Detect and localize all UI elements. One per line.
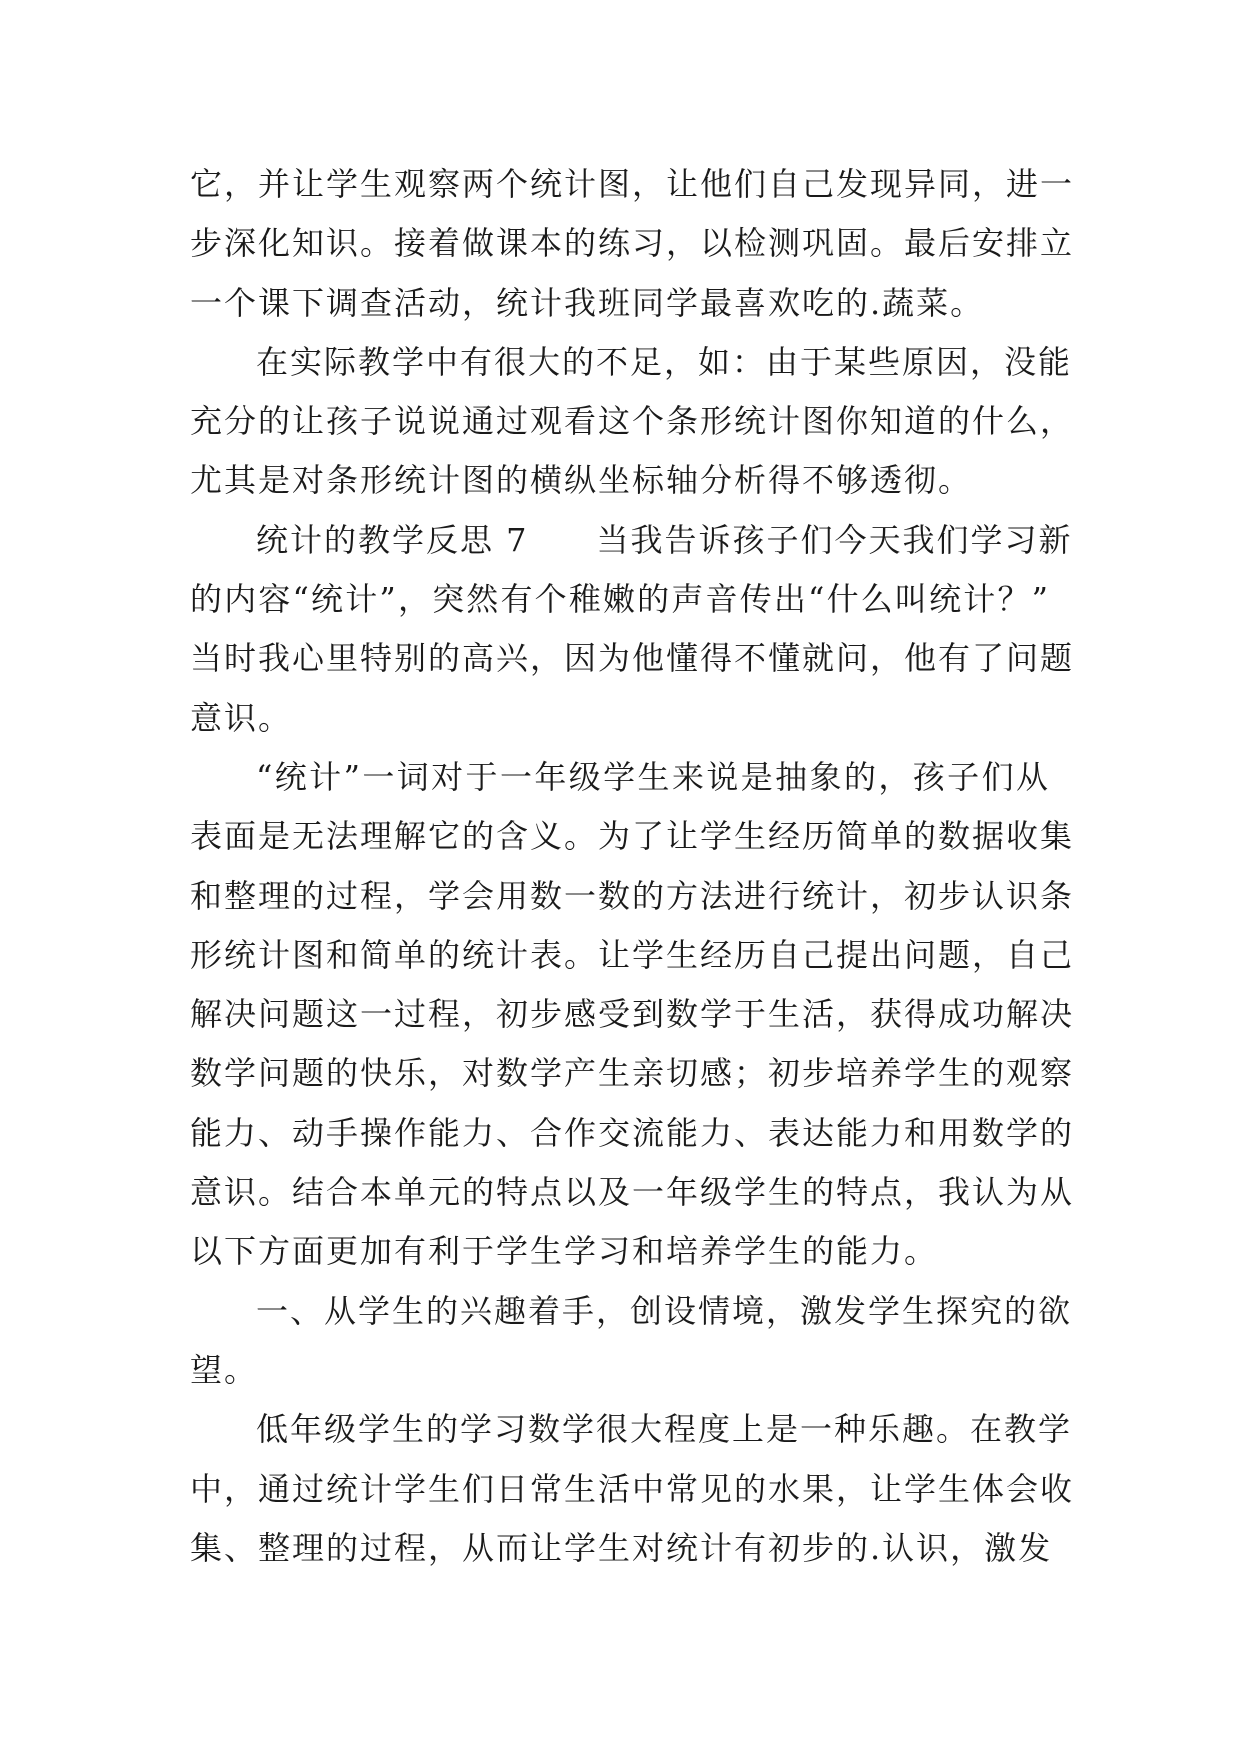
text-line: 充分的让孩子说说通过观看这个条形统计图你知道的什么， — [190, 402, 1075, 441]
text-line: 能力、动手操作能力、合作交流能力、表达能力和用数学的 — [190, 1113, 1075, 1152]
text-line: 在实际教学中有很大的不足，如：由于某些原因，没能 — [256, 342, 1073, 381]
text-line: 集、整理的过程，从而让学生对统计有初步的.认识，激发 — [190, 1528, 1053, 1567]
text-line: 意识。 — [190, 698, 293, 737]
text-line: 望。 — [190, 1350, 259, 1389]
text-line: 表面是无法理解它的含义。为了让学生经历简单的数据收集 — [190, 817, 1075, 856]
text-line: 的内容“统计”，突然有个稚嫩的声音传出“什么叫统计？” — [190, 580, 1050, 619]
text-line: 形统计图和简单的统计表。让学生经历自己提出问题，自己 — [190, 935, 1075, 974]
text-line: 和整理的过程，学会用数一数的方法进行统计，初步认识条 — [190, 876, 1075, 915]
text-line: 以下方面更加有利于学生学习和培养学生的能力。 — [190, 1232, 939, 1271]
text-line: 当时我心里特别的高兴，因为他懂得不懂就问，他有了问题 — [190, 639, 1075, 678]
text-line: “统计”一词对于一年级学生来说是抽象的，孩子们从 — [256, 757, 1050, 796]
text-line: 一、从学生的兴趣着手，创设情境，激发学生探究的欲 — [256, 1291, 1073, 1330]
text-line: 它，并让学生观察两个统计图，让他们自己发现异同，进一 — [190, 165, 1075, 203]
text-line: 一个课下调查活动，统计我班同学最喜欢吃的.蔬菜。 — [190, 283, 985, 322]
text-line: 中，通过统计学生们日常生活中常见的水果，让学生体会收 — [190, 1469, 1075, 1508]
text-line: 步深化知识。接着做课本的练习，以检测巩固。最后安排立 — [190, 224, 1075, 263]
text-line: 统计的教学反思 7 当我告诉孩子们今天我们学习新 — [256, 520, 1073, 559]
text-line: 意识。结合本单元的特点以及一年级学生的特点，我认为从 — [190, 1173, 1075, 1212]
text-line: 解决问题这一过程，初步感受到数学于生活，获得成功解决 — [190, 995, 1075, 1034]
text-line: 尤其是对条形统计图的横纵坐标轴分析得不够透彻。 — [190, 461, 973, 500]
text-line: 数学问题的快乐，对数学产生亲切感；初步培养学生的观察 — [190, 1054, 1075, 1093]
text-line: 低年级学生的学习数学很大程度上是一种乐趣。在教学 — [256, 1410, 1073, 1449]
document-body — [190, 155, 1075, 1578]
